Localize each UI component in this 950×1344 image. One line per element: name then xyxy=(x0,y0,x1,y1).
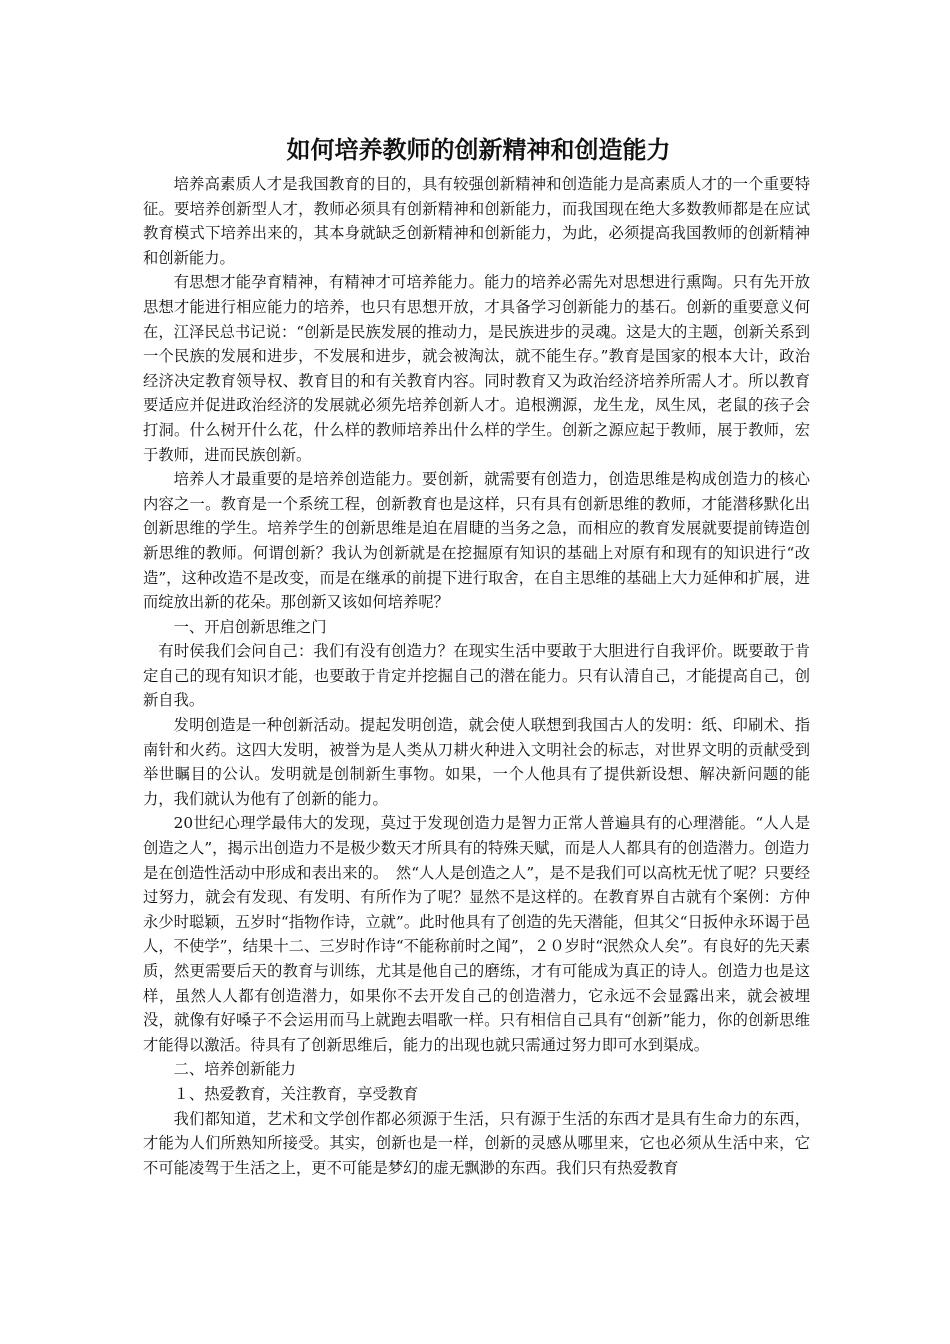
paragraph-thought: 有思想才能孕育精神，有精神才可培养能力。能力的培养必需先对思想进行熏陶。只有先开放思想才能进行相应能力的培养，也只有思想开放，才具备学习创新能力的基石。创新的重要意义何在，江泽民总书记说：“创新是民族发展的推动力，是民族进步的灵魂。这是大的主题，创新关系到一个民族的发展和进步，不发展和进步，就会被淘汰，就不能生存。”教育是国家的根本大计，政治经济决定教育领导权、教育目的和有关教育内容。同时教育又为政治经济培养所需人才。所以教育要适应并促进政治经济的发展就必须先培养创新人才。追根溯源，龙生龙，凤生凤，老鼠的孩子会打洞。什么树开什么花，什么样的教师培养出什么样的学生。创新之源应起于教师，展于教师，宏于教师，进而民族创新。 xyxy=(143,273,810,464)
paragraph-intro: 培养高素质人才是我国教育的目的，具有较强创新精神和创造能力是高素质人才的一个重要特征。要培养创新型人才，教师必须具有创新精神和创新能力，而我国现在绝大多数教师都是在应试教育模式下培养出来的，其本身就缺乏创新精神和创新能力，为此，必须提高我国教师的创新精神和创新能力。 xyxy=(143,175,810,267)
document-body xyxy=(143,128,810,1180)
paragraph-psychology: 20世纪心理学最伟大的发现，莫过于发现创造力是智力正常人普遍具有的心理潜能。“人人是创造之人”，揭示出创造力不是极少数天才所具有的特殊天赋，而是人人都具有的创造潜力。创造力是在创造性活动中形成和表出来的。 然“人人是创造之人”，是不是我们可以高枕无忧了呢？只要经过努力，就会有发现、有发明、有所作为了呢？显然不是这样的。在教育界自古就有个案例：方仲永少时聪颖，五岁时“指物作诗，立就”。此时他具有了创造的先天潜能，但其父“日扳仲永环谒于邑人，不使学”，结果十二、三岁时作诗“不能称前时之闻”，２０岁时“泯然众人矣”。有良好的先天素质，然更需要后天的教育与训练，尤其是他自己的磨练，才有可能成为真正的诗人。创造力也是这样，虽然人人都有创造潜力，如果你不去开发自己的创造潜力，它永远不会显露出来，就会被埋没，就像有好嗓子不会运用而马上就跑去唱歌一样。只有相信自己具有“创新”能力，你的创新思维才能得以激活。待具有了创新思维后，能力的出现也就只需通过努力即可水到渠成。 xyxy=(143,814,810,1054)
section-heading-1: 一、开启创新思维之门 xyxy=(173,617,327,636)
document-title: 如何培养教师的创新精神和创造能力 xyxy=(286,135,671,164)
paragraph-invention: 发明创造是一种创新活动。提起发明创造，就会使人联想到我国古人的发明：纸、印刷术、指南针和火药。这四大发明，被誉为是人类从刀耕火种进入文明社会的标志，对世界文明的贡献受到举世瞩目的公认。发明就是创制新生事物。如果，一个人他具有了提供新设想、解决新问题的能力，我们就认为他有了创新的能力。 xyxy=(143,716,810,808)
paragraph-life-source: 我们都知道，艺术和文学创作都必须源于生活，只有源于生活的东西才是具有生命力的东西，才能为人们所熟知所接受。其实，创新也是一样，创新的灵感从哪里来，它也必须从生活中来，它不可能凌驾于生活之上，更不可能是梦幻的虚无飘渺的东西。我们只有热爱教育 xyxy=(143,1109,810,1177)
paragraph-self-evaluation: 有时侯我们会问自己：我们有没有创造力？在现实生活中要敢于大胆进行自我评价。既要敢于肯定自己的现有知识才能，也要敢于肯定并挖掘自己的潜在能力。只有认清自己，才能提高自己，创新自我。 xyxy=(143,642,810,710)
section-heading-2: 二、培养创新能力 xyxy=(173,1060,296,1079)
subsection-heading-1: １、热爱教育，关注教育，享受教育 xyxy=(173,1084,419,1103)
paragraph-creativity: 培养人才最重要的是培养创造能力。要创新，就需要有创造力，创造思维是构成创造力的核心内容之一。教育是一个系统工程，创新教育也是这样，只有具有创新思维的教师，才能潜移默化出创新思维的学生。培养学生的创新思维是迫在眉睫的当务之急，而相应的教育发展就要提前铸造创新思维的教师。何谓创新？我认为创新就是在挖掘原有知识的基础上对原有和现有的知识进行“改造”，这种改造不是改变，而是在继承的前提下进行取舍，在自主思维的基础上大力延伸和扩展，进而绽放出新的花朵。那创新又该如何培养呢？ xyxy=(143,470,810,612)
